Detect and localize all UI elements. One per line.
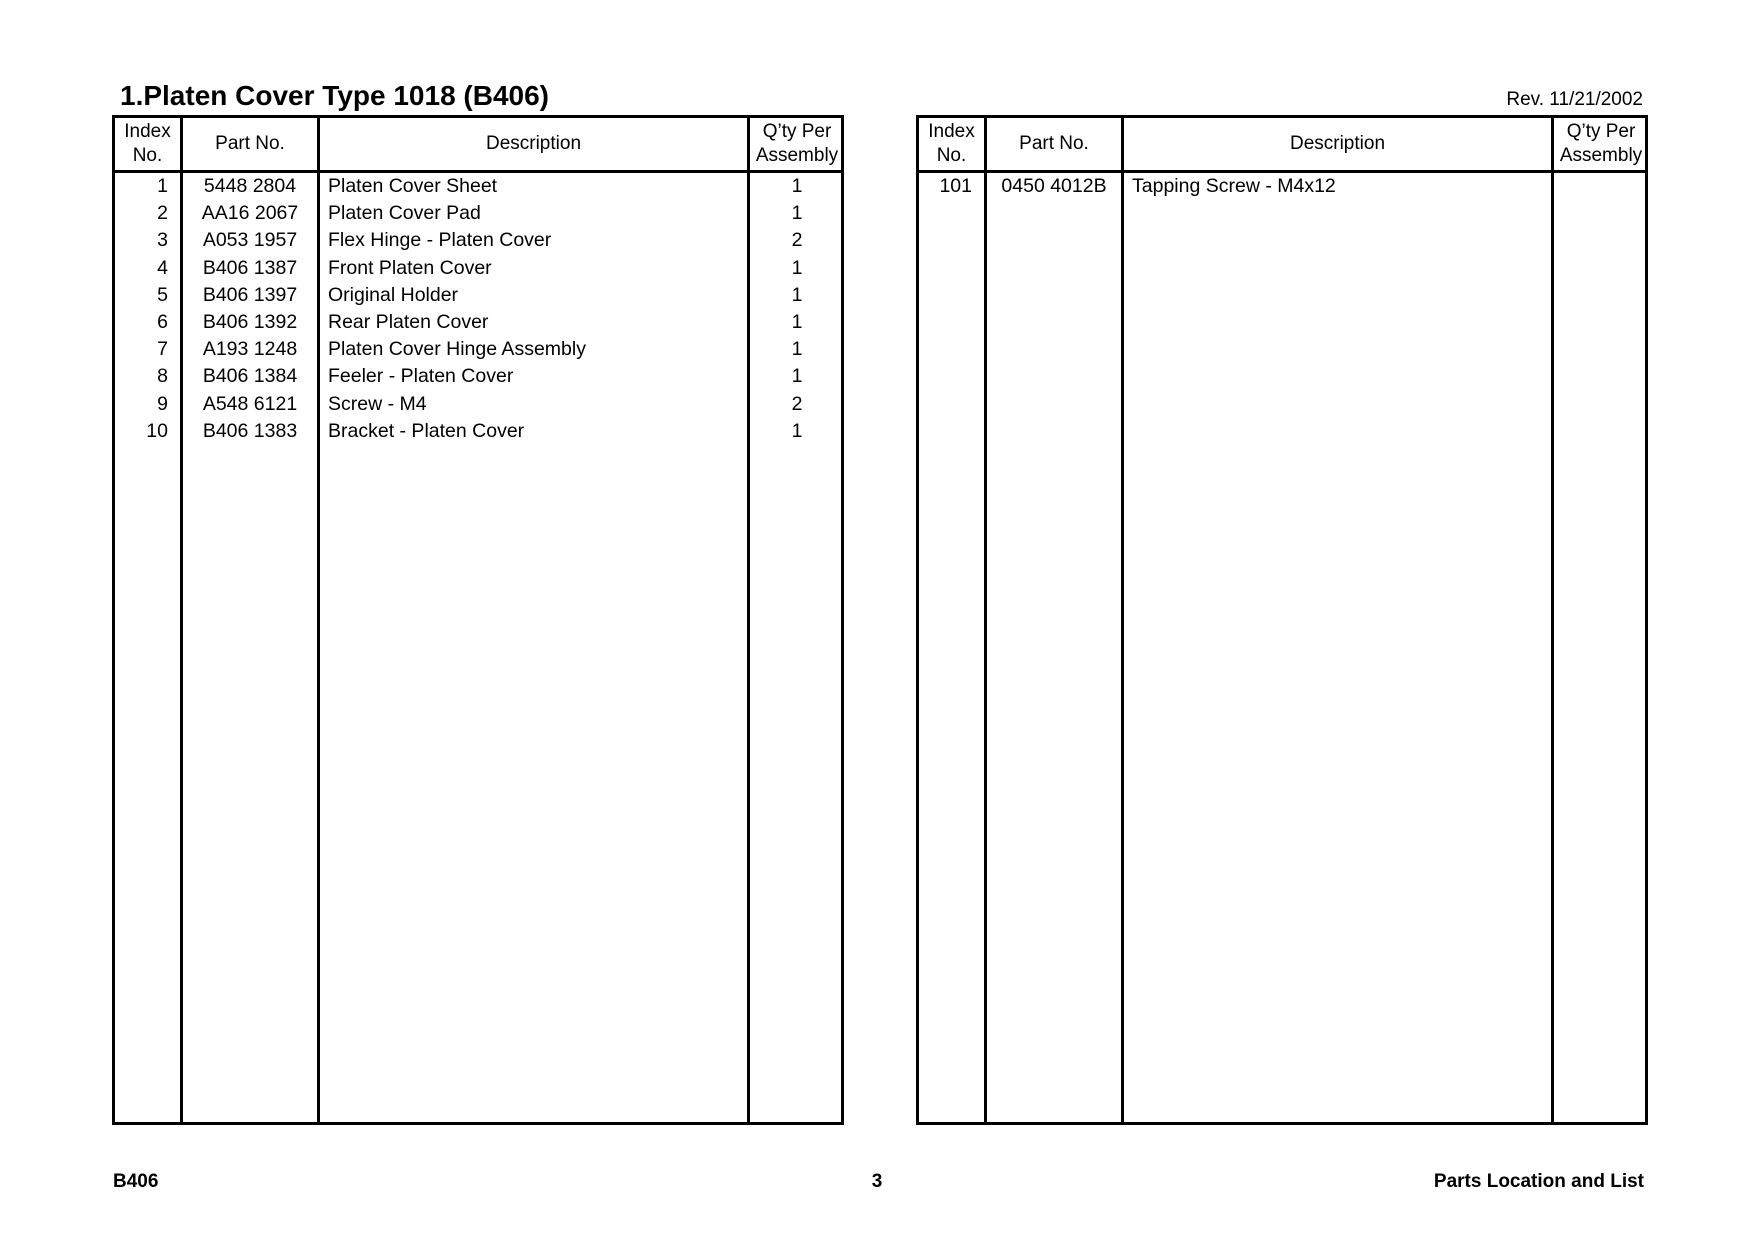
header-part-no: Part No. <box>215 133 285 154</box>
index-cell: 5 <box>157 283 168 306</box>
qty-cell: 2 <box>791 229 803 252</box>
index-cell: 9 <box>157 392 168 415</box>
part-no-cell: B406 1387 <box>202 256 298 279</box>
table-row <box>115 418 841 445</box>
footer-page-number: 3 <box>871 1171 883 1192</box>
table-row <box>115 309 841 336</box>
part-no-cell: A053 1957 <box>202 229 298 252</box>
table-row <box>115 391 841 418</box>
description-cell: Original Holder <box>328 283 459 306</box>
revision-date: Rev. 11/21/2002 <box>1506 89 1643 110</box>
part-no-cell: A193 1248 <box>202 338 298 361</box>
header-qty-per-assembly <box>750 118 844 170</box>
header-description: Description <box>1289 133 1386 154</box>
part-no-cell: B406 1384 <box>202 365 298 388</box>
header-description: Description <box>485 133 582 154</box>
header-qty-label: Q’ty Per Assembly <box>755 121 839 166</box>
index-cell: 101 <box>939 175 972 197</box>
table-row <box>115 363 841 390</box>
index-cell: 1 <box>157 175 168 197</box>
index-cell: 3 <box>157 229 168 252</box>
qty-cell: 1 <box>791 175 803 197</box>
qty-cell: 1 <box>791 365 803 388</box>
header-index-no <box>919 118 984 170</box>
description-cell: Platen Cover Pad <box>328 202 481 225</box>
description-cell: Tapping Screw - M4x12 <box>1132 175 1336 197</box>
description-cell: Screw - M4 <box>328 392 427 415</box>
table-rows <box>115 173 841 445</box>
qty-cell: 1 <box>791 256 803 279</box>
column-divider <box>1121 118 1124 1122</box>
index-cell: 6 <box>157 310 168 333</box>
index-cell: 4 <box>157 256 168 279</box>
part-no-cell: A548 6121 <box>202 392 298 415</box>
description-cell: Front Platen Cover <box>328 256 492 279</box>
column-divider <box>1551 118 1554 1122</box>
footer-section-title: Parts Location and List <box>1433 1171 1644 1192</box>
table-row <box>115 336 841 363</box>
qty-cell: 1 <box>791 338 803 361</box>
qty-cell: 2 <box>791 392 803 415</box>
description-cell: Bracket - Platen Cover <box>328 419 525 442</box>
description-cell: Rear Platen Cover <box>328 310 489 333</box>
description-cell: Feeler - Platen Cover <box>328 365 514 388</box>
table-row <box>919 173 1645 200</box>
qty-cell: 1 <box>791 310 803 333</box>
part-no-cell: B406 1383 <box>202 419 298 442</box>
part-no-cell: 0450 4012B <box>1001 175 1107 197</box>
description-cell: Platen Cover Sheet <box>328 175 498 197</box>
part-no-cell: 5448 2804 <box>203 175 297 197</box>
index-cell: 2 <box>157 202 168 225</box>
table-row <box>115 227 841 254</box>
parts-table-right <box>916 115 1648 1125</box>
qty-cell: 1 <box>791 202 803 225</box>
table-row <box>115 173 841 200</box>
column-divider <box>984 118 987 1122</box>
header-index-no-label: Index No. <box>124 121 171 166</box>
description-cell: Platen Cover Hinge Assembly <box>328 338 586 361</box>
qty-cell: 1 <box>791 419 803 442</box>
table-rows <box>919 173 1645 200</box>
table-row <box>115 255 841 282</box>
parts-table-left <box>112 115 844 1125</box>
page-title: 1.Platen Cover Type 1018 (B406) <box>120 80 550 111</box>
part-no-cell: AA16 2067 <box>201 202 299 225</box>
qty-cell: 1 <box>791 283 803 306</box>
header-qty-per-assembly <box>1554 118 1648 170</box>
header-index-no-label: Index No. <box>928 121 975 166</box>
part-no-cell: B406 1397 <box>202 283 298 306</box>
part-no-cell: B406 1392 <box>202 310 298 333</box>
header-qty-label: Q’ty Per Assembly <box>1559 121 1643 166</box>
header-index-no <box>115 118 180 170</box>
header-part-no: Part No. <box>1019 133 1089 154</box>
description-cell: Flex Hinge - Platen Cover <box>328 229 552 252</box>
index-cell: 7 <box>157 338 168 361</box>
index-cell: 8 <box>157 365 168 388</box>
footer-model: B406 <box>113 1171 159 1192</box>
table-row <box>115 282 841 309</box>
index-cell: 10 <box>146 419 168 442</box>
table-row <box>115 200 841 227</box>
